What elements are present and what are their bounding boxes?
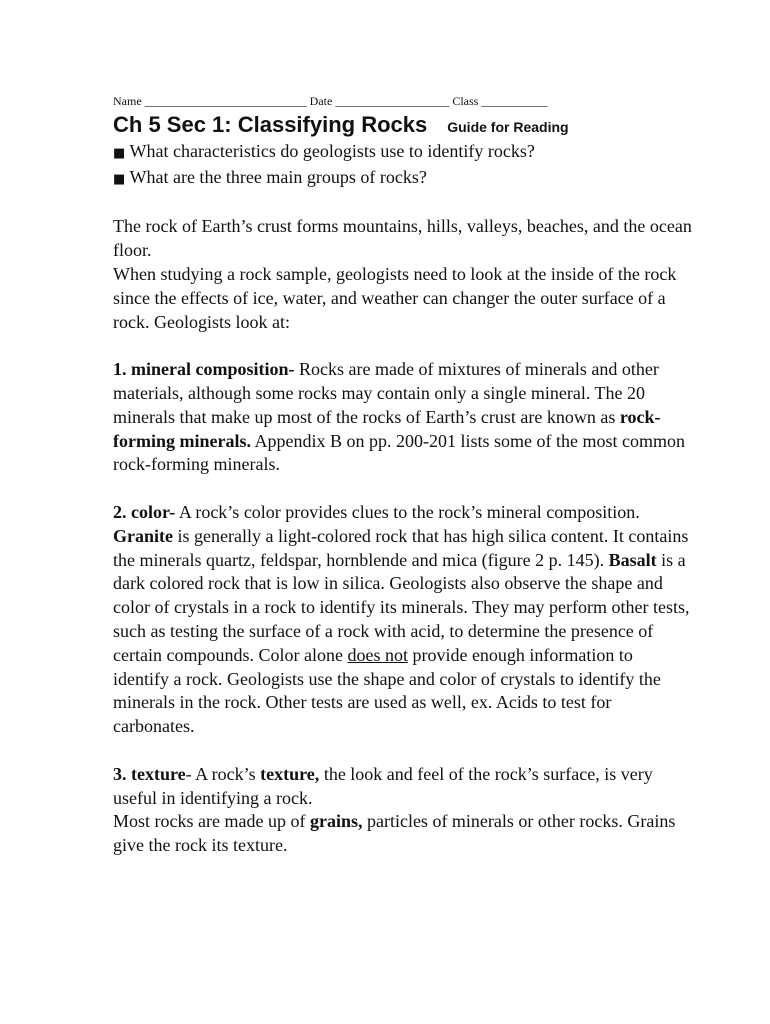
name-label: Name bbox=[113, 94, 142, 108]
section-color bbox=[113, 501, 693, 739]
spacer bbox=[113, 334, 693, 358]
spacer bbox=[113, 477, 693, 501]
name-blank: ___________________________ bbox=[144, 94, 307, 108]
section-text: is a dark colored rock that is low in silica. Geologists also observe the shape and color of crystals in a rock to identify its minerals. They may perform other tests, such as testing the surface of a rock with acid, to determine the presence of certain compounds. Color alone bbox=[113, 549, 690, 665]
worksheet-page bbox=[113, 93, 693, 858]
bullet-square-icon: ■ bbox=[113, 146, 126, 161]
guide-question-2 bbox=[113, 166, 693, 192]
page-title: Ch 5 Sec 1: Classifying Rocks bbox=[113, 112, 428, 137]
key-term: texture, bbox=[260, 763, 320, 784]
title-row bbox=[113, 110, 693, 140]
key-term: grains, bbox=[309, 811, 363, 832]
section-text: Rocks are made of mixtures of minerals and other materials, although some rocks may contain only a single mineral. The 20 minerals that make up most of the rocks of Earth’s crust are known as bbox=[113, 359, 659, 427]
key-term: Granite bbox=[113, 525, 173, 546]
section-heading: 1. mineral composition- bbox=[113, 359, 295, 380]
key-term: rock-forming minerals. bbox=[113, 406, 661, 451]
section-mineral-composition bbox=[113, 358, 693, 477]
date-blank: ___________________ bbox=[335, 94, 450, 108]
spacer bbox=[113, 192, 693, 216]
page-subtitle: Guide for Reading bbox=[447, 119, 569, 135]
key-term: Basalt bbox=[608, 549, 657, 570]
section-texture-grains bbox=[113, 810, 693, 858]
section-texture bbox=[113, 763, 693, 811]
intro-paragraph-1: The rock of Earth’s crust forms mountains, hills, valleys, beaches, and the ocean floor. bbox=[113, 216, 692, 261]
intro-paragraph-2: When studying a rock sample, geologists need to look at the inside of the rock since the effects of ice, water, and weather can changer the outer surface of a rock. Geologists look at: bbox=[113, 263, 677, 332]
section-heading: 3. texture bbox=[113, 763, 186, 784]
class-label: Class bbox=[452, 94, 479, 108]
section-text: is generally a light-colored rock that has high silica content. It contains the minerals quartz, feldspar, hornblende and mica (figure 2 p. 145). bbox=[113, 525, 689, 570]
section-text: A rock’s color provides clues to the rock’s mineral composition. bbox=[175, 501, 640, 522]
section-heading: 2. color- bbox=[113, 501, 176, 522]
bullet-square-icon: ■ bbox=[113, 171, 126, 187]
underlined-text: does not bbox=[347, 644, 408, 665]
question-text: What are the three main groups of rocks? bbox=[129, 166, 427, 187]
section-text: Most rocks are made up of bbox=[113, 811, 310, 832]
guide-question-1 bbox=[113, 140, 693, 166]
question-text: What characteristics do geologists use to identify rocks? bbox=[129, 141, 535, 161]
section-text: Appendix B on pp. 200-201 lists some of the most common rock-forming minerals. bbox=[113, 430, 685, 475]
student-info-line bbox=[113, 93, 693, 109]
spacer bbox=[113, 739, 693, 763]
section-text: - A rock’s bbox=[185, 763, 261, 784]
section-text: particles of minerals or other rocks. Grains give the rock its texture. bbox=[113, 811, 676, 856]
date-label: Date bbox=[309, 94, 333, 108]
class-blank: ___________ bbox=[481, 94, 548, 108]
section-text: provide enough information to identify a rock. Geologists use the shape and color of crystals to identify the minerals in the rock. Other tests are used as well, ex. Acids to test for carbonates. bbox=[113, 644, 661, 737]
section-text: the look and feel of the rock’s surface, is very useful in identifying a rock. bbox=[113, 763, 653, 808]
